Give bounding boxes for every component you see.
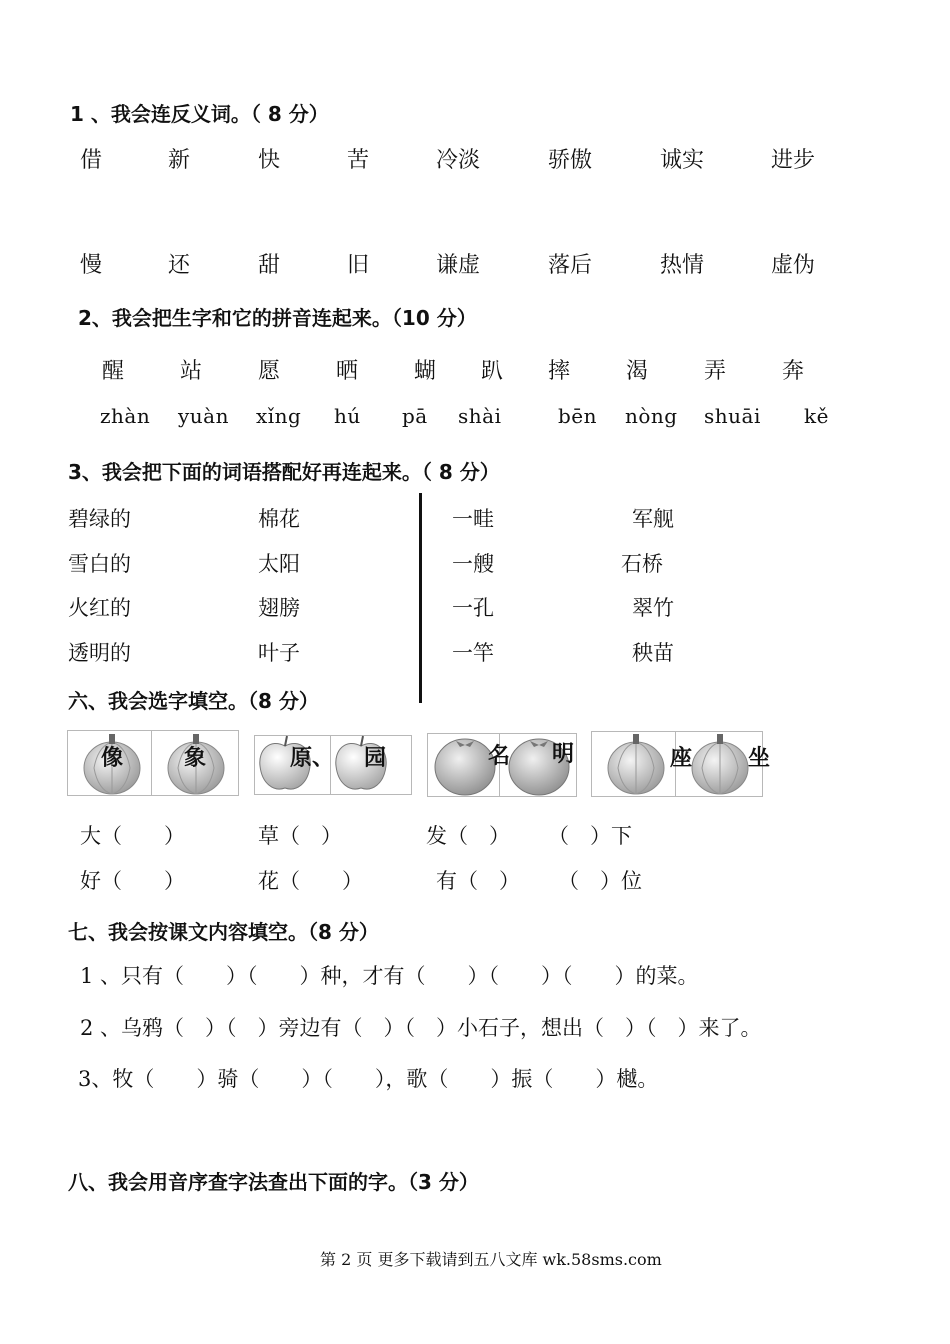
q6-blank: （ ）位 <box>558 869 642 893</box>
q1-top-word: 苦 <box>347 148 370 173</box>
q6-title: 六、我会选字填空。（8 分） <box>68 689 319 713</box>
q1-top-word: 诚实 <box>660 148 705 173</box>
q1-top-word: 骄傲 <box>548 148 593 173</box>
q1-bottom-word: 虚伪 <box>771 253 816 278</box>
q1-top-word: 借 <box>80 148 103 173</box>
q7-title: 七、我会按课文内容填空。（8 分） <box>68 920 379 944</box>
q2-char: 晒 <box>336 359 359 384</box>
q3-noun: 太阳 <box>258 552 300 576</box>
q2-char: 醒 <box>102 359 125 384</box>
pumpkin-icon <box>604 730 668 796</box>
column-divider <box>419 493 422 703</box>
q3-noun: 翅膀 <box>258 596 300 620</box>
q1-bottom-word: 落后 <box>548 253 593 278</box>
q3-adjective: 雪白的 <box>68 552 131 576</box>
q3-noun: 叶子 <box>258 641 300 665</box>
q8-title: 八、我会用音序查字法查出下面的字。（3 分） <box>68 1170 479 1194</box>
q6-blank: 花（ ） <box>258 869 363 893</box>
q1-title: 1 、我会连反义词。（ 8 分） <box>70 102 329 126</box>
q3-adjective: 碧绿的 <box>68 507 131 531</box>
fruit-char: 园 <box>364 746 387 771</box>
q7-line: 2 、乌鸦（ ）（ ）旁边有（ ）（ ）小石子，想出（ ）（ ）来了。 <box>80 1016 762 1040</box>
q6-blank: （ ）下 <box>548 824 632 848</box>
q2-char: 趴 <box>481 359 504 384</box>
q1-bottom-word: 旧 <box>347 253 370 278</box>
fruit-char: 座 <box>670 746 693 771</box>
q6-blank: 草（ ） <box>258 824 342 848</box>
q2-pinyin: shài <box>458 404 502 428</box>
q2-char: 蝴 <box>414 359 437 384</box>
q3-measure-word: 一艘 <box>452 552 494 576</box>
q2-pinyin: pā <box>402 404 428 428</box>
q1-bottom-word: 慢 <box>80 253 103 278</box>
q2-pinyin: bēn <box>558 404 598 428</box>
q1-bottom-word: 谦虚 <box>436 253 481 278</box>
q3-title: 3、我会把下面的词语搭配好再连起来。（ 8 分） <box>68 460 500 484</box>
q2-pinyin: hú <box>334 404 361 428</box>
q2-char: 站 <box>180 359 203 384</box>
q1-bottom-word: 还 <box>168 253 191 278</box>
q6-blank: 有（ ） <box>436 869 520 893</box>
page-footer: 第 2 页 更多下载请到五八文库 wk.58sms.com <box>320 1250 662 1269</box>
q1-bottom-word: 甜 <box>258 253 281 278</box>
q1-top-word: 快 <box>258 148 281 173</box>
q1-top-word: 冷淡 <box>436 148 481 173</box>
q1-top-word: 新 <box>168 148 191 173</box>
q3-measure-word: 一畦 <box>452 507 494 531</box>
q2-pinyin: xǐng <box>256 404 302 428</box>
q2-char: 弄 <box>704 359 727 384</box>
q2-pinyin: kě <box>804 404 829 428</box>
q3-object: 秧苗 <box>632 641 674 665</box>
q2-pinyin: yuàn <box>178 404 229 428</box>
q3-object: 军舰 <box>632 507 674 531</box>
q2-char: 摔 <box>548 359 571 384</box>
q2-char: 愿 <box>258 359 281 384</box>
q2-title: 2、我会把生字和它的拼音连起来。（10 分） <box>78 306 477 330</box>
q3-noun: 棉花 <box>258 507 300 531</box>
fruit-char: 名 <box>488 744 511 769</box>
q6-blank: 发（ ） <box>426 824 510 848</box>
q6-blank: 大（ ） <box>80 824 185 848</box>
fruit-char: 明 <box>552 742 575 767</box>
q3-adjective: 火红的 <box>68 596 131 620</box>
q1-bottom-word: 热情 <box>660 253 705 278</box>
fruit-char: 坐 <box>748 746 771 771</box>
fruit-char: 原、 <box>290 746 335 771</box>
q3-measure-word: 一竿 <box>452 641 494 665</box>
q7-line: 1 、只有（ ）（ ）种，才有（ ）（ ）（ ）的菜。 <box>80 964 699 988</box>
q7-line: 3、牧（ ）骑（ ）（ ），歌（ ）振（ ）樾。 <box>78 1067 659 1091</box>
q2-pinyin: nòng <box>625 404 678 428</box>
q2-pinyin: shuāi <box>704 404 761 428</box>
q3-object: 翠竹 <box>632 596 674 620</box>
q3-object: 石桥 <box>621 552 663 576</box>
pumpkin-icon <box>688 730 752 796</box>
q3-measure-word: 一孔 <box>452 596 494 620</box>
q6-blank: 好（ ） <box>80 869 185 893</box>
q1-top-word: 进步 <box>771 148 816 173</box>
q2-pinyin: zhàn <box>100 404 151 428</box>
q3-adjective: 透明的 <box>68 641 131 665</box>
q2-char: 奔 <box>782 359 805 384</box>
q2-char: 渴 <box>626 359 649 384</box>
fruit-char: 象 <box>184 746 207 771</box>
fruit-char: 像 <box>101 746 124 771</box>
